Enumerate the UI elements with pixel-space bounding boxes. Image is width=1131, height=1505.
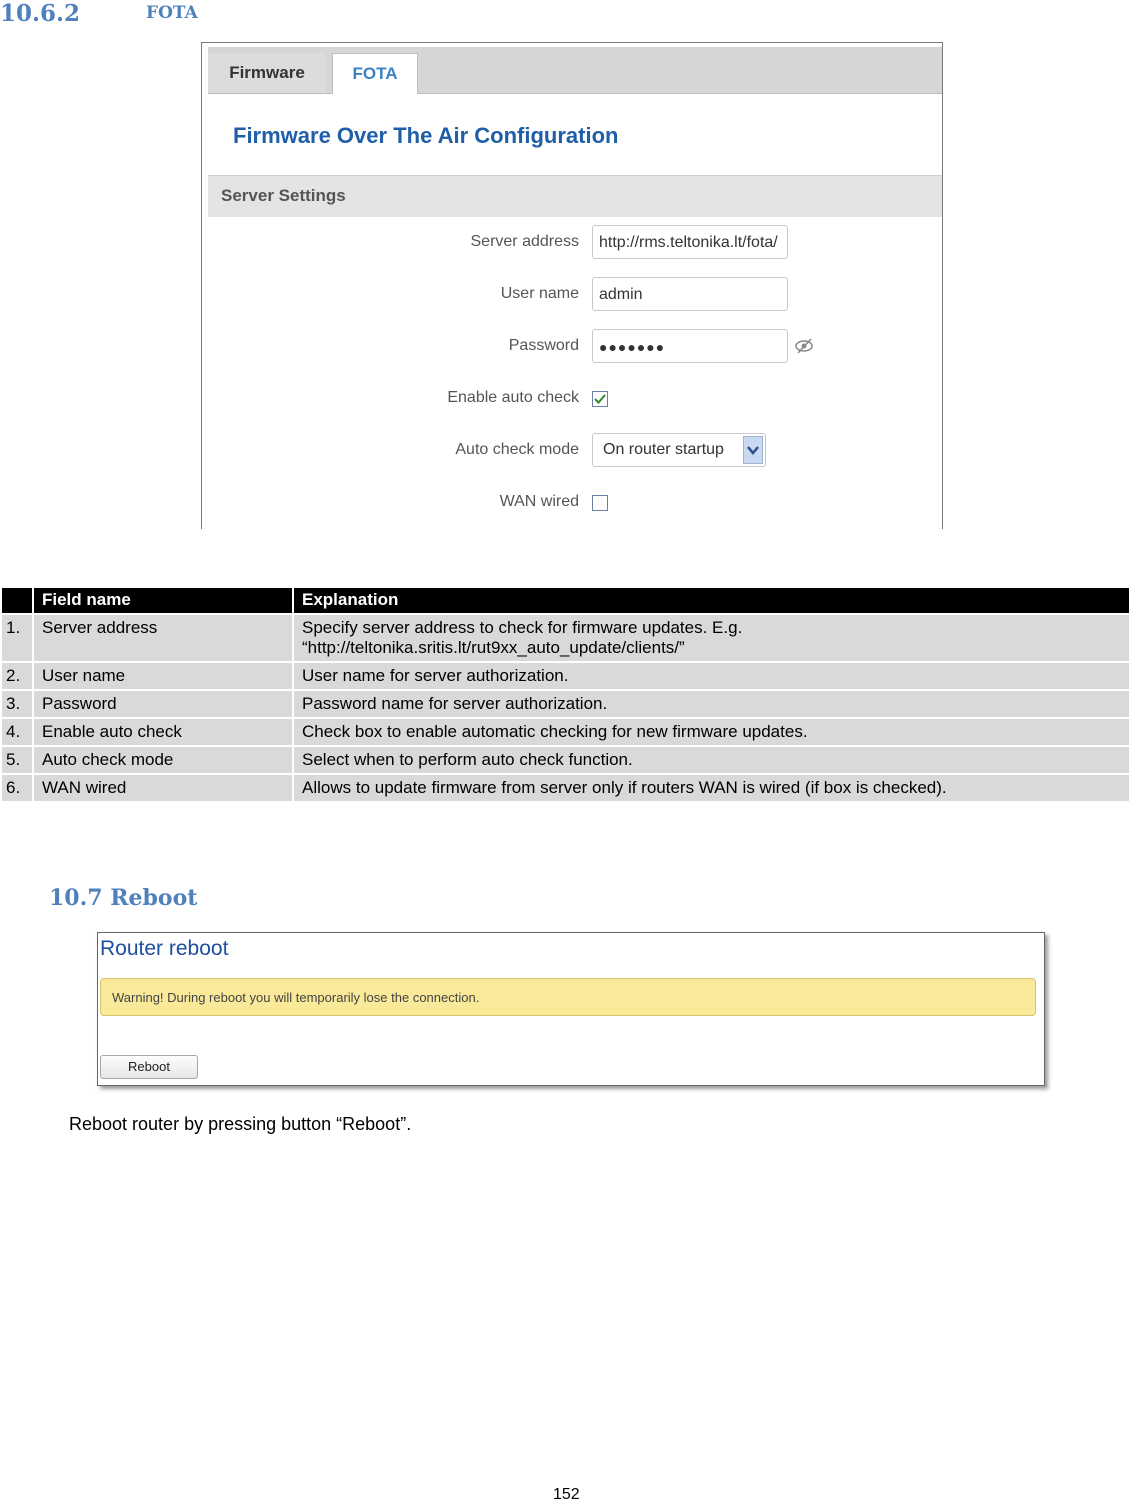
server-address-input[interactable]: http://rms.teltonika.lt/fota/ bbox=[592, 225, 788, 259]
section-title: Reboot bbox=[110, 885, 198, 911]
reboot-button[interactable]: Reboot bbox=[100, 1055, 198, 1079]
reboot-description: Reboot router by pressing button “Reboot”. bbox=[69, 1114, 412, 1134]
password-label: Password bbox=[508, 337, 579, 354]
table-row bbox=[2, 775, 1129, 801]
tab-fota[interactable]: FOTA bbox=[332, 53, 418, 94]
warning-text: Warning! During reboot you will temporarily lose the connection. bbox=[112, 990, 480, 1005]
auto-check-mode-select[interactable] bbox=[592, 433, 766, 467]
table-row bbox=[2, 615, 1129, 661]
auto-check-mode-value: On router startup bbox=[603, 441, 724, 458]
row-number: 3. bbox=[2, 691, 32, 717]
row-explanation: Allows to update firmware from server only if routers WAN is wired (if box is checked). bbox=[294, 775, 1129, 801]
wan-wired-label: WAN wired bbox=[499, 493, 579, 510]
row-number: 2. bbox=[2, 663, 32, 689]
enable-auto-check-checkbox[interactable] bbox=[592, 391, 608, 407]
fota-screenshot bbox=[201, 42, 943, 529]
password-input[interactable]: ●●●●●●● bbox=[592, 329, 788, 363]
show-password-icon[interactable] bbox=[794, 337, 816, 355]
table-row bbox=[2, 719, 1129, 745]
auto-check-mode-label: Auto check mode bbox=[455, 441, 579, 458]
section-title: Server Settings bbox=[221, 186, 346, 205]
section-number: 10.6.2 bbox=[0, 0, 81, 27]
checkmark-icon bbox=[593, 392, 607, 406]
row-number: 4. bbox=[2, 719, 32, 745]
row-explanation: Specify server address to check for firmware updates. E.g. “http://teltonika.sritis.lt/rut9xx_auto_update/clients/” bbox=[294, 615, 1129, 661]
chevron-down-icon[interactable] bbox=[743, 436, 763, 464]
tab-bar bbox=[208, 47, 942, 94]
row-explanation: Check box to enable automatic checking for new firmware updates. bbox=[294, 719, 1129, 745]
page-number: 152 bbox=[553, 1486, 580, 1503]
row-number: 6. bbox=[2, 775, 32, 801]
row-explanation: Password name for server authorization. bbox=[294, 691, 1129, 717]
settings-section-header bbox=[208, 175, 942, 217]
page-title: Firmware Over The Air Configuration bbox=[233, 123, 619, 148]
enable-auto-check-label: Enable auto check bbox=[447, 389, 579, 406]
row-field: User name bbox=[34, 663, 292, 689]
table-header-num bbox=[2, 588, 32, 613]
section-number: 10.7 bbox=[49, 885, 103, 911]
row-field: Server address bbox=[34, 615, 292, 661]
row-number: 5. bbox=[2, 747, 32, 773]
table-header-row bbox=[2, 588, 1129, 613]
table-header-field: Field name bbox=[34, 588, 292, 613]
wan-wired-checkbox[interactable] bbox=[592, 495, 608, 511]
user-name-input[interactable]: admin bbox=[592, 277, 788, 311]
field-explanation-table bbox=[0, 586, 1131, 803]
section-heading bbox=[49, 885, 197, 911]
server-address-label: Server address bbox=[470, 233, 579, 250]
reboot-title: Router reboot bbox=[100, 937, 229, 960]
table-row bbox=[2, 663, 1129, 689]
row-field: WAN wired bbox=[34, 775, 292, 801]
user-name-label: User name bbox=[500, 285, 579, 302]
reboot-screenshot bbox=[97, 932, 1045, 1086]
table-header-explanation: Explanation bbox=[294, 588, 1129, 613]
table-row bbox=[2, 747, 1129, 773]
warning-banner bbox=[100, 978, 1036, 1016]
row-number: 1. bbox=[2, 615, 32, 661]
row-field: Password bbox=[34, 691, 292, 717]
tab-firmware[interactable]: Firmware bbox=[208, 53, 326, 93]
row-field: Enable auto check bbox=[34, 719, 292, 745]
row-explanation: User name for server authorization. bbox=[294, 663, 1129, 689]
row-explanation: Select when to perform auto check function. bbox=[294, 747, 1129, 773]
row-field: Auto check mode bbox=[34, 747, 292, 773]
table-row bbox=[2, 691, 1129, 717]
section-title: FOTA bbox=[146, 3, 198, 23]
